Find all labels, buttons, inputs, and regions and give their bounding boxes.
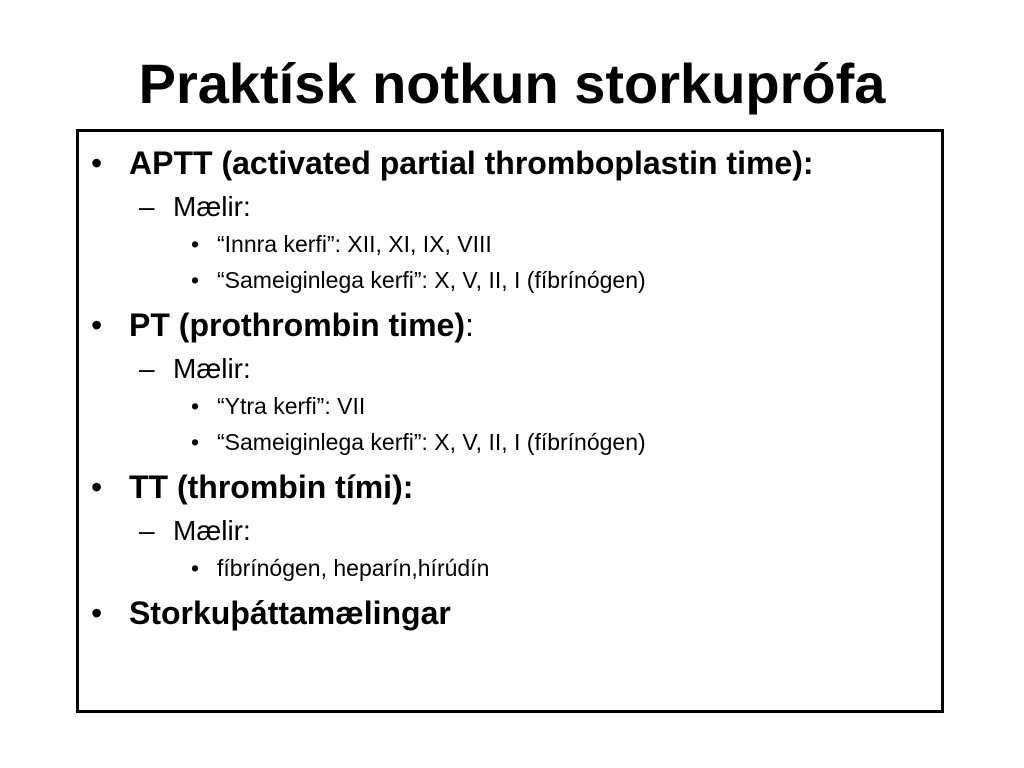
- content-box: [76, 129, 944, 713]
- level2-measures: [79, 350, 941, 388]
- dash-icon: –: [139, 353, 155, 384]
- level3-point: [79, 226, 941, 262]
- list-item-aptt: [79, 142, 941, 298]
- level2-measures: [79, 188, 941, 226]
- list-item-factor-assays: [79, 592, 941, 634]
- bullet-icon: •: [91, 307, 103, 343]
- level3-point: [79, 388, 941, 424]
- point-text: “Ytra kerfi”: VII: [217, 393, 366, 419]
- level1-factor-assays: [79, 592, 941, 634]
- level1-aptt: [79, 142, 941, 184]
- bullet-icon: •: [191, 231, 200, 257]
- point-text: “Sameiginlega kerfi”: X, V, II, I (fíbrínógen): [217, 267, 646, 293]
- bullet-icon: •: [191, 267, 200, 293]
- bullet-icon: •: [91, 595, 103, 631]
- point-text: fíbrínógen, heparín,hírúdín: [217, 555, 490, 581]
- bullet-list: [79, 142, 941, 634]
- bullet-icon: •: [191, 429, 200, 455]
- item-label: APTT (activated partial thromboplastin time):: [129, 145, 814, 181]
- sub-label: Mælir:: [173, 191, 251, 222]
- list-item-pt: [79, 304, 941, 460]
- level2-measures: [79, 512, 941, 550]
- bullet-icon: •: [91, 145, 103, 181]
- item-label: Storkuþáttamælingar: [129, 595, 451, 631]
- point-text: “Sameiginlega kerfi”: X, V, II, I (fíbrínógen): [217, 429, 646, 455]
- sub-label: Mælir:: [173, 515, 251, 546]
- sub-label: Mælir:: [173, 353, 251, 384]
- item-label: TT (thrombin tími):: [129, 469, 414, 505]
- slide-title: Praktísk notkun storkuprófa: [138, 52, 886, 115]
- level3-point: [79, 262, 941, 298]
- level3-point: [79, 550, 941, 586]
- level1-tt: [79, 466, 941, 508]
- dash-icon: –: [139, 191, 155, 222]
- point-text: “Innra kerfi”: XII, XI, IX, VIII: [217, 231, 492, 257]
- bullet-icon: •: [191, 555, 200, 581]
- list-item-tt: [79, 466, 941, 586]
- bullet-icon: •: [91, 469, 103, 505]
- level1-pt: [79, 304, 941, 346]
- bullet-icon: •: [191, 393, 200, 419]
- dash-icon: –: [139, 515, 155, 546]
- item-suffix: :: [464, 307, 474, 343]
- item-label: PT (prothrombin time): [129, 307, 465, 343]
- level3-point: [79, 424, 941, 460]
